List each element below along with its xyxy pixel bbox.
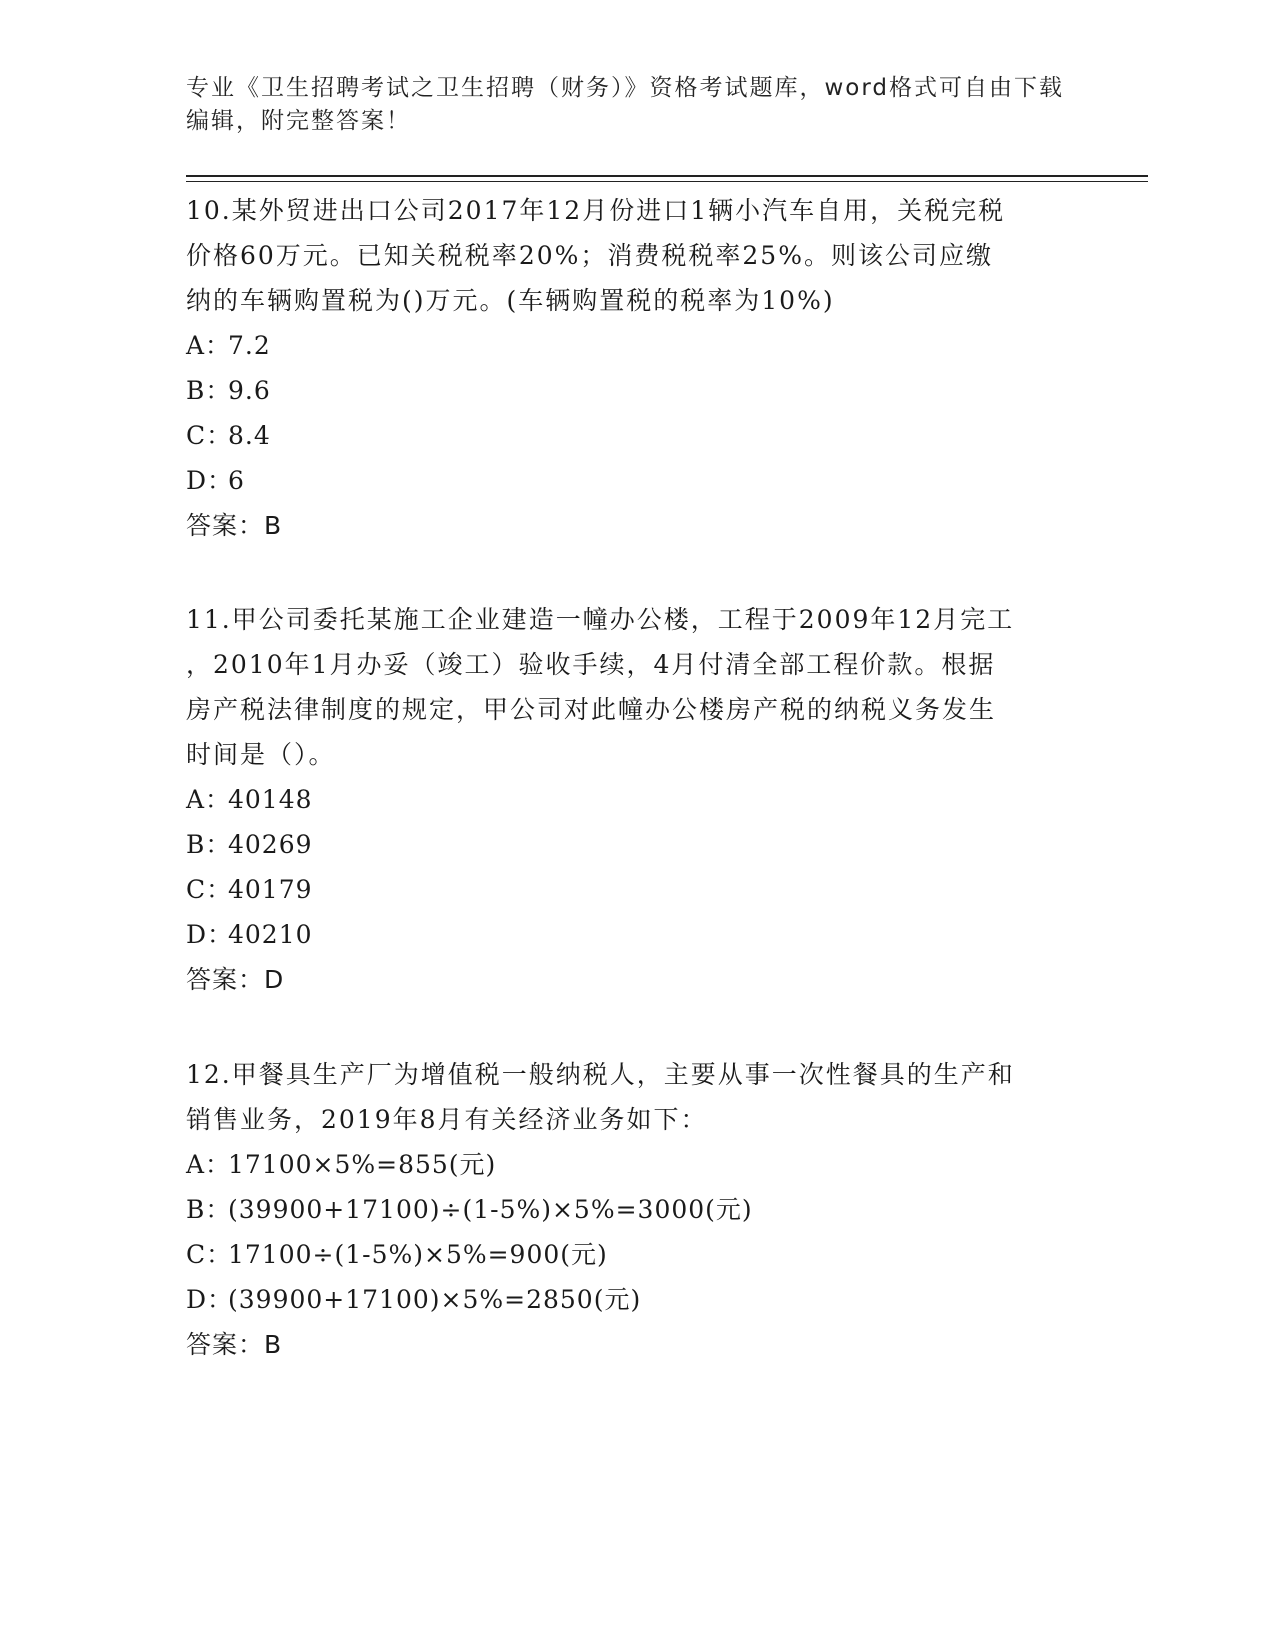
option-key: C： [186,875,233,904]
option-value: 7.2 [228,331,271,360]
option-key: A： [186,1150,232,1179]
option-c [186,1232,1086,1277]
option-key: A： [186,785,232,814]
option-key: D： [186,1285,234,1314]
question-text-line: 房产税法律制度的规定，甲公司对此幢办公楼房产税的纳税义务发生 [186,695,997,724]
option-a [186,1142,1086,1187]
option-d [186,912,1086,957]
header-line-2: 编辑，附完整答案！ [186,108,411,134]
question-text-line: ，2010年1月办妥（竣工）验收手续，4月付清全部工程价款。根据 [186,650,996,679]
option-value: 40269 [228,830,313,859]
option-b [186,1187,1086,1232]
option-a [186,323,1086,368]
question-text-line: 11.甲公司委托某施工企业建造一幢办公楼，工程于2009年12月完工 [186,605,1015,634]
option-value: 40210 [228,920,313,949]
option-value: 9.6 [228,376,271,405]
option-key: D： [186,920,234,949]
question-10 [186,188,1086,548]
option-b [186,368,1086,413]
option-c [186,867,1086,912]
question-text-line: 时间是（）。 [186,740,336,769]
option-key: D： [186,466,234,495]
option-value: 17100÷(1-5%)×5%=900(元) [228,1240,608,1269]
option-value: (39900+17100)÷(1-5%)×5%=3000(元) [228,1195,753,1224]
option-key: B： [186,830,232,859]
option-key: C： [186,1240,233,1269]
option-value: 8.4 [228,421,271,450]
header-divider-thin [186,181,1148,182]
answer-line: 答案：D [186,965,285,994]
option-b [186,822,1086,867]
document-header [186,72,1066,138]
option-value: 40179 [228,875,313,904]
option-d [186,458,1086,503]
question-text-line: 销售业务，2019年8月有关经济业务如下： [186,1105,708,1134]
header-divider-thick [186,175,1148,177]
option-key: A： [186,331,232,360]
question-text-line: 价格60万元。已知关税税率20%；消费税税率25%。则该公司应缴 [186,241,993,270]
option-a [186,777,1086,822]
option-c [186,413,1086,458]
option-key: B： [186,376,232,405]
question-text-line: 12.甲餐具生产厂为增值税一般纳税人，主要从事一次性餐具的生产和 [186,1060,1015,1089]
question-11 [186,597,1086,1002]
option-key: B： [186,1195,232,1224]
option-value: 6 [228,466,245,495]
option-d [186,1277,1086,1322]
header-line-1: 专业《卫生招聘考试之卫生招聘（财务）》资格考试题库，word格式可自由下载 [186,75,1065,101]
option-value: (39900+17100)×5%=2850(元) [228,1285,642,1314]
question-12 [186,1052,1086,1367]
option-value: 40148 [228,785,313,814]
answer-line: 答案：B [186,511,283,540]
answer-line: 答案：B [186,1330,283,1359]
option-key: C： [186,421,233,450]
question-text-line: 10.某外贸进出口公司2017年12月份进口1辆小汽车自用，关税完税 [186,196,1006,225]
question-text-line: 纳的车辆购置税为()万元。(车辆购置税的税率为10%) [186,286,835,315]
option-value: 17100×5%=855(元) [228,1150,497,1179]
